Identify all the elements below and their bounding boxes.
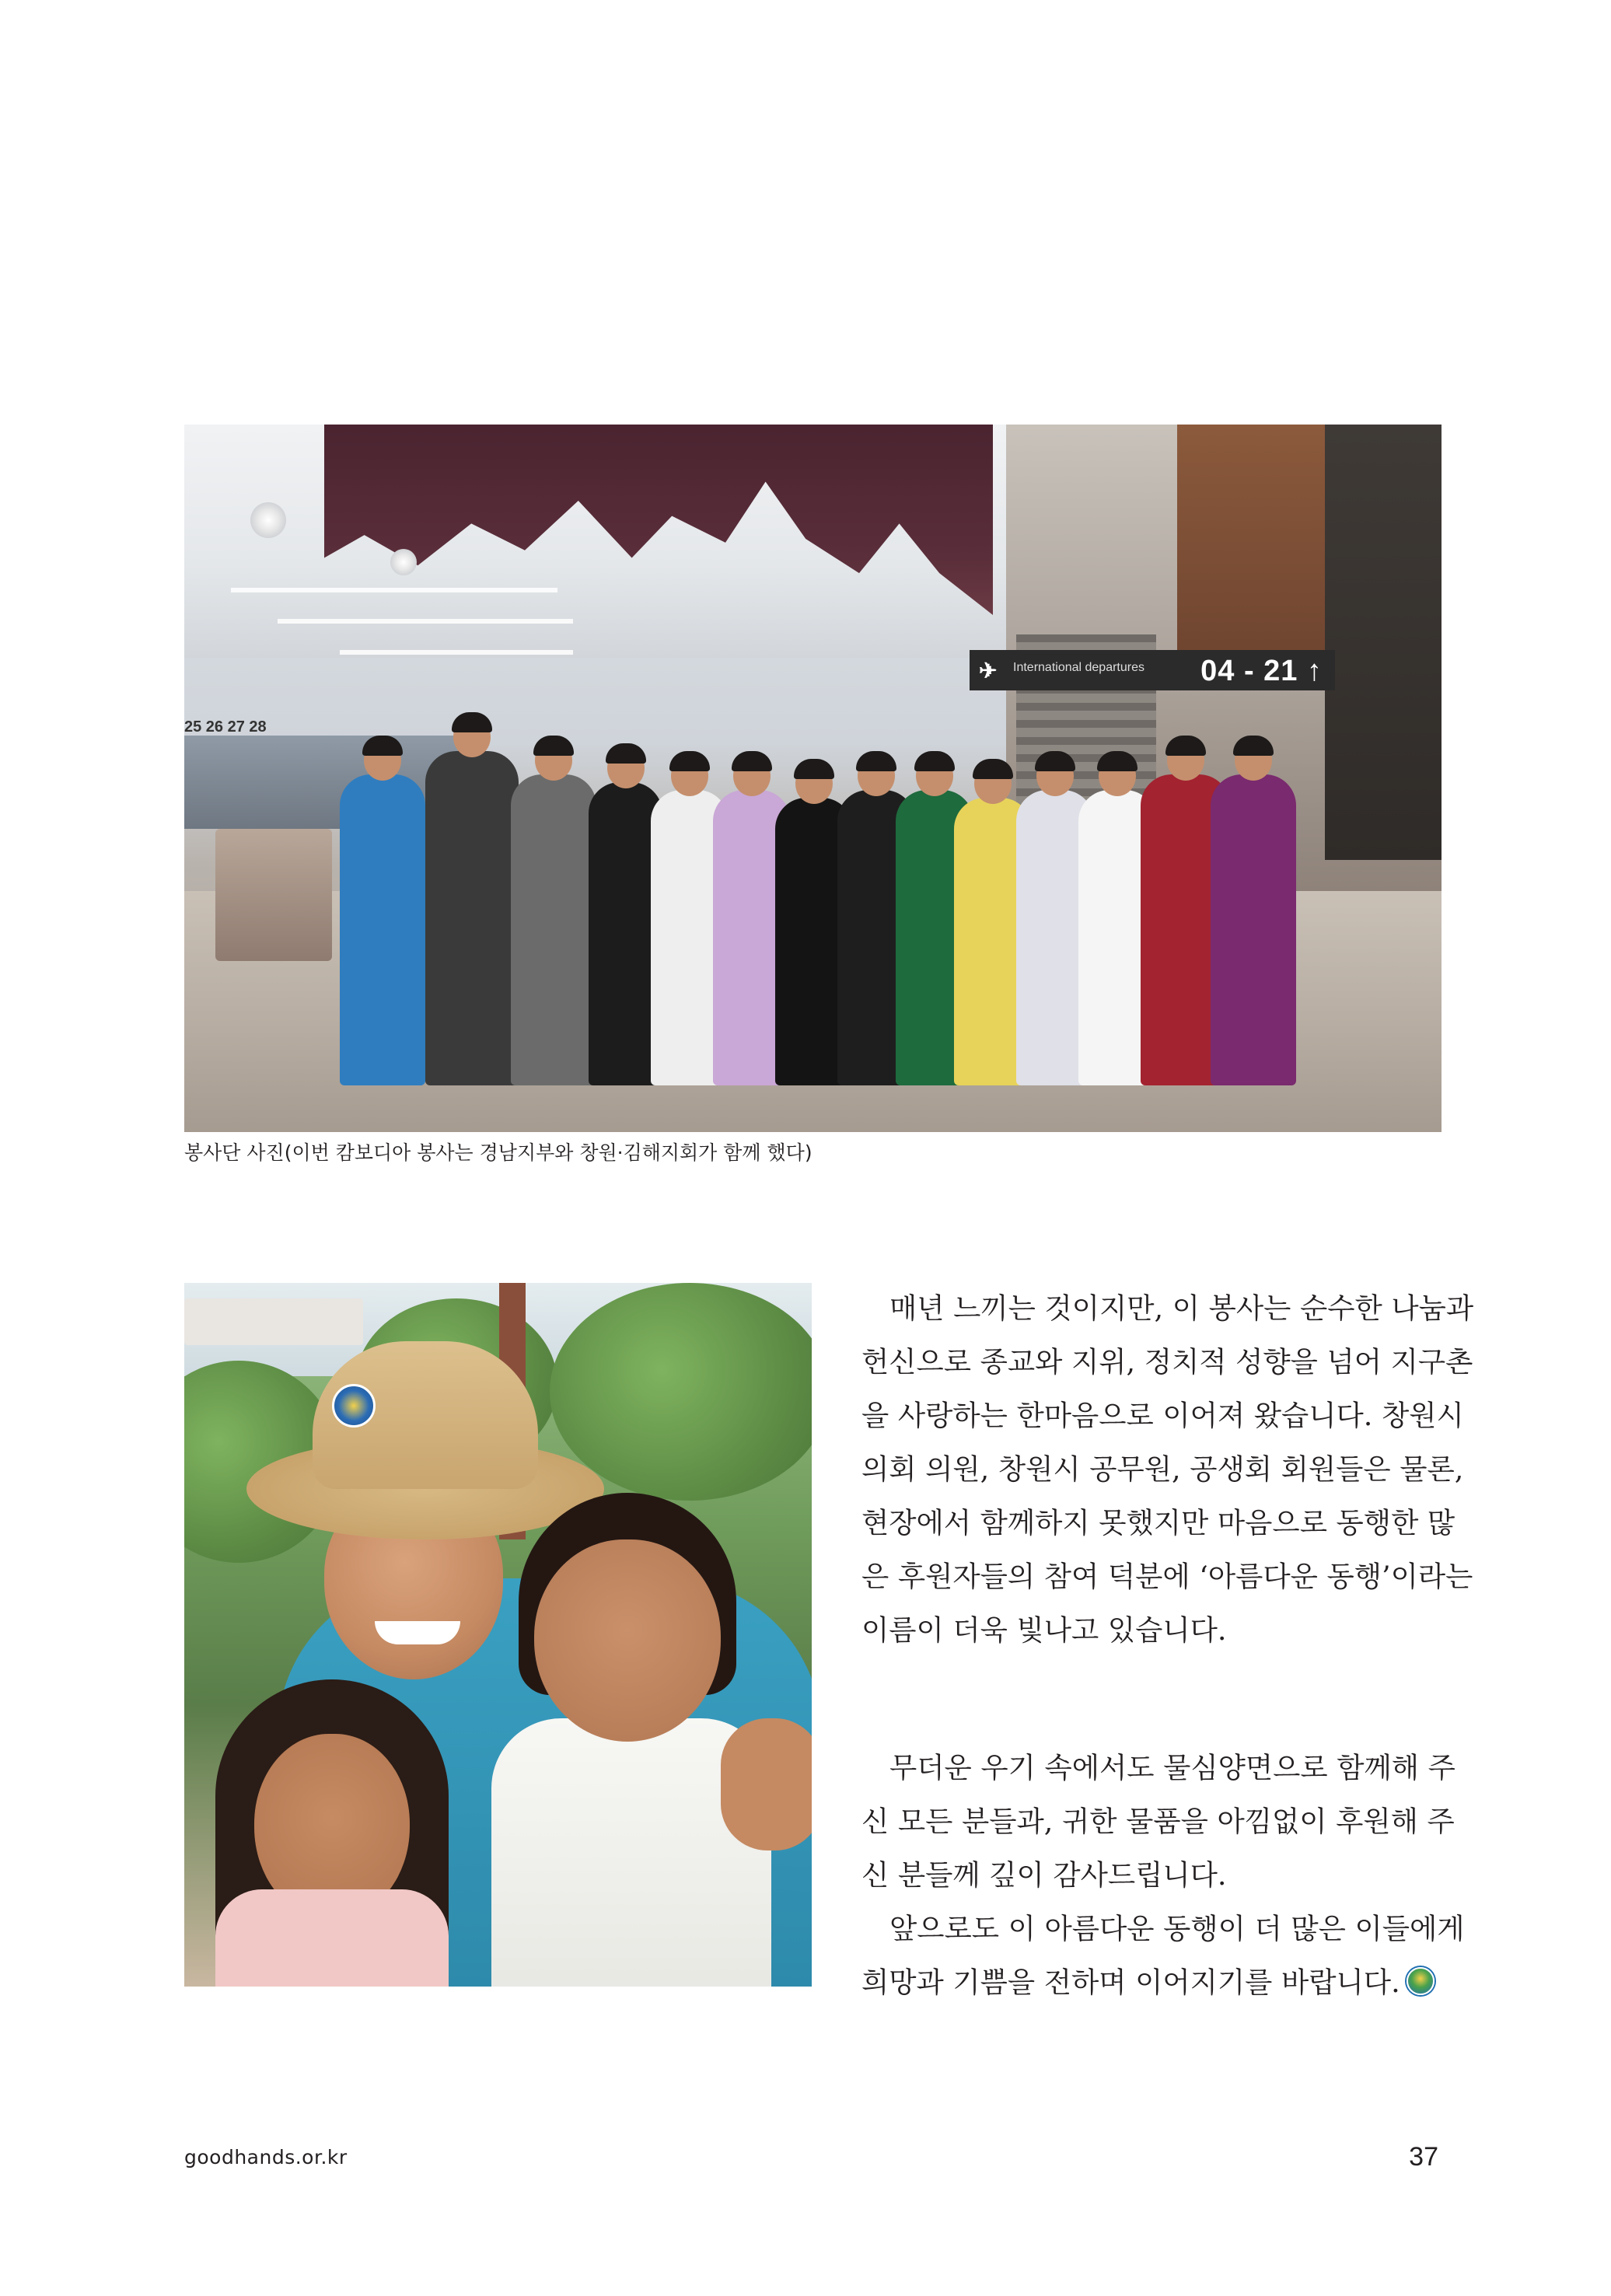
ceiling-stripe [340, 650, 573, 655]
volunteer-smile [375, 1621, 460, 1644]
girl-face [534, 1539, 721, 1742]
body-line: 을 사랑하는 한마음으로 이어져 왔습니다. 창원시 [861, 1399, 1464, 1432]
airplane-icon: ✈ [979, 659, 998, 683]
body-line: 신 모든 분들과, 귀한 물품을 아낌없이 후원해 주 [861, 1805, 1455, 1838]
body-line: 헌신으로 종교와 지위, 정치적 성향을 넘어 지구촌 [861, 1345, 1473, 1379]
gates-sign-text: 04 - 21 ↑ [1200, 655, 1323, 687]
volunteer-hand [721, 1718, 812, 1850]
body-line: 의회 의원, 창원시 공무원, 공생회 회원들은 물론, [861, 1452, 1464, 1486]
group-member [511, 774, 596, 1085]
awning [184, 1298, 363, 1345]
group-member [1211, 774, 1296, 1085]
group-photo-airport [184, 425, 1442, 1132]
dark-wall [1325, 425, 1442, 860]
page-number: 37 [1409, 2142, 1438, 2172]
brick-column [1177, 425, 1325, 658]
group-member [425, 751, 519, 1085]
departures-sign [970, 650, 1335, 690]
ceiling-light [250, 502, 286, 538]
body-line: 신 분들께 깊이 감사드립니다. [861, 1858, 1227, 1892]
departures-sign-text: International departures [1013, 661, 1144, 674]
ceiling-stripe [231, 588, 557, 592]
group-member [340, 774, 425, 1085]
luggage-trolley [215, 829, 332, 961]
body-line-final [861, 1955, 1443, 2009]
volunteer-group [340, 720, 1288, 1085]
body-line: 은 후원자들의 참여 덕분에 ‘아름다운 동행’이라는 [861, 1560, 1473, 1593]
article-body [861, 1281, 1474, 2009]
footer-website: goodhands.or.kr [184, 2146, 348, 2168]
ceiling-stripe [278, 619, 573, 624]
end-mark-logo-icon [1407, 1967, 1435, 1995]
ceiling-light [390, 549, 417, 575]
body-line: 무더운 우기 속에서도 물심양면으로 함께해 주 [889, 1751, 1455, 1784]
body-line: 현장에서 함께하지 못했지만 마음으로 동행한 많 [861, 1506, 1455, 1539]
volunteer-with-children-photo [184, 1283, 812, 1987]
body-line: 앞으로도 이 아름다운 동행이 더 많은 이들에게 [889, 1912, 1465, 1945]
small-girl-dress [215, 1889, 449, 1987]
photo-caption: 봉사단 사진(이번 캄보디아 봉사는 경남지부와 창원·김해지회가 함께 했다) [184, 1141, 812, 1164]
body-line: 이름이 더욱 빛나고 있습니다. [861, 1613, 1227, 1647]
body-line-text: 희망과 기쁨을 전하며 이어지기를 바랍니다. [861, 1966, 1400, 1999]
hat-logo-icon [332, 1384, 376, 1428]
body-line: 매년 느끼는 것이지만, 이 봉사는 순수한 나눔과 [889, 1291, 1474, 1325]
checkin-numbers: 25 26 27 28 [184, 718, 267, 736]
